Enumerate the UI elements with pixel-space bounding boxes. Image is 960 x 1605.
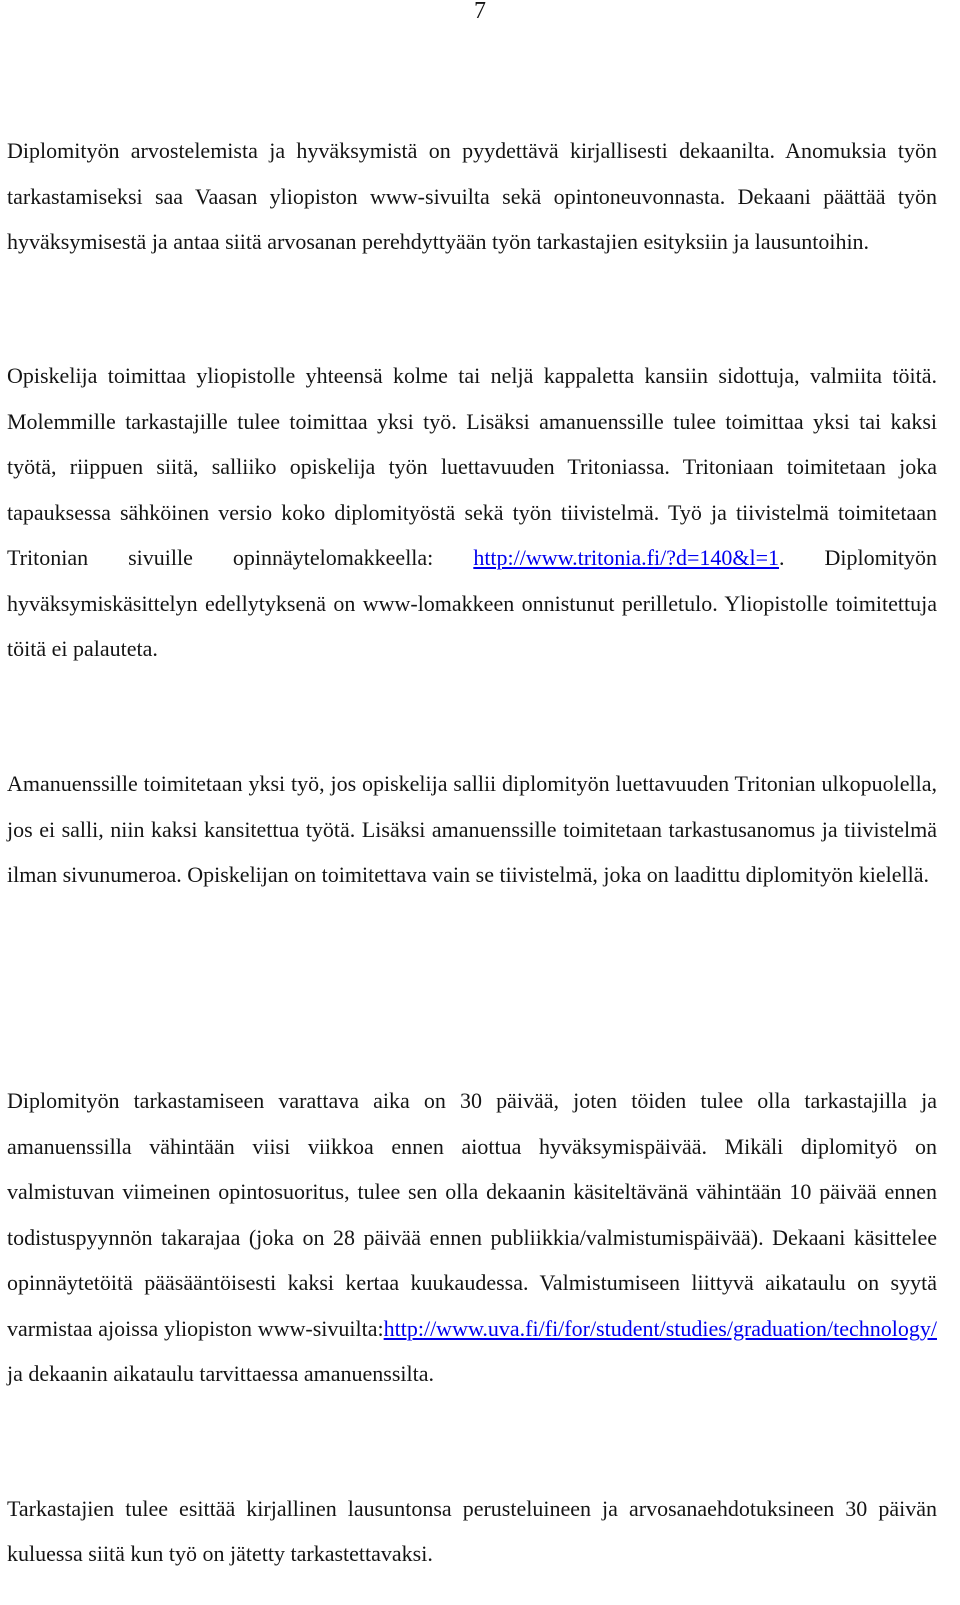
page-number: 7 — [474, 0, 486, 24]
paragraph-evaluation-request — [7, 128, 937, 265]
paragraph-text: Diplomityön arvostelemista ja hyväksymistä on pyydettävä kirjallisesti dekaanilta. Anomuksia työn tarkastamiseksi saa Vaasan yliopiston www-sivuilta sekä opintoneuvonnasta. Dekaani päättää työn hyväksymisestä ja antaa siitä arvosanan perehdyttyään työn tarkastajien esityksiin ja lausuntoihin. — [7, 138, 937, 254]
paragraph-review-schedule — [7, 1078, 937, 1397]
paragraph-text: Diplomityön tarkastamiseen varattava aika on 30 päivää, joten töiden tulee olla tarkastajilla ja amanuenssilla vähintään viisi viikkoa ennen aiottua hyväksymispäivää. Mikäli diplomityö on valmistuvan viimeinen opintosuoritus, tulee sen olla dekaanin käsiteltävänä vähintään 10 päivää ennen todistuspyynnön takarajaa (joka on 28 päivää ennen publiikkia/valmistumispäivää). Dekaani käsittelee opinnäytetöitä pääsääntöisesti kaksi kertaa kuukaudessa. Valmistumiseen liittyvä aikataulu on syytä varmistaa ajoissa yliopiston www-sivuilta: — [7, 1088, 937, 1341]
paragraph-amanuensis-copies — [7, 761, 937, 898]
paragraph-examiner-statement — [7, 1486, 937, 1576]
tritonia-form-link[interactable]: http://www.tritonia.fi/?d=140&l=1 — [473, 545, 780, 570]
paragraph-text: Amanuenssille toimitetaan yksi työ, jos opiskelija sallii diplomityön luettavuuden Tritonian ulkopuolella, jos ei salli, niin kaksi kansitettua työtä. Lisäksi amanuenssille toimitetaan tarkastusanomus ja tiivistelmä ilman sivunumeroa. Opiskelijan on toimitettava vain se tiivistelmä, joka on laadittu diplomityön kielellä. — [7, 771, 937, 887]
paragraph-text: Tarkastajien tulee esittää kirjallinen lausuntonsa perusteluineen ja arvosanaehdotuksineen 30 päivän kuluessa siitä kun työ on jätetty tarkastettavaksi. — [7, 1496, 937, 1566]
paragraph-submission-copies — [7, 353, 937, 672]
paragraph-text: ja dekaanin aikataulu tarvittaessa amanuenssilta. — [7, 1361, 435, 1386]
paragraph-text: Opiskelija toimittaa yliopistolle yhteensä kolme tai neljä kappaletta kansiin sidottuja, valmiita töitä. Molemmille tarkastajille tulee toimittaa yksi työ. Lisäksi amanuenssille tulee toimittaa yksi tai kaksi työtä, riippuen siitä, salliiko opiskelija työn luettavuuden Tritoniassa. Tritoniaan toimitetaan joka tapauksessa sähköinen versio koko diplomityöstä sekä työn tiivistelmä. Työ ja tiivistelmä toimitetaan Tritonian sivuille opinnäytelomakkeella: — [7, 363, 937, 570]
graduation-schedule-link[interactable]: http://www.uva.fi/fi/for/student/studies/graduation/technology/ — [383, 1315, 937, 1341]
paragraph-text: . Diplomityön hyväksymiskäsittelyn edellytyksenä on www-lomakkeen onnistunut perilletulo. Yliopistolle toimitettuja töitä ei palauteta. — [7, 545, 937, 661]
